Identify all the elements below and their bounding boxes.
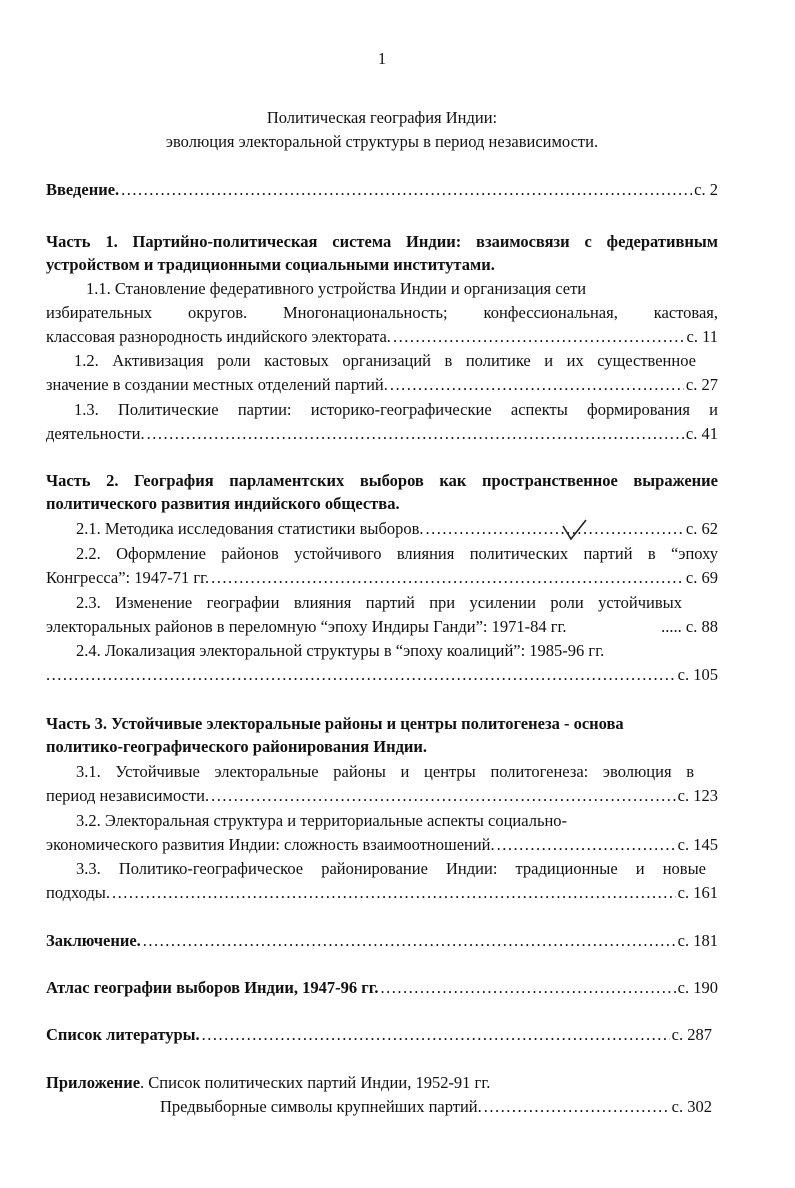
page-ref: с. 287: [671, 1025, 712, 1044]
page-ref: с. 181: [677, 931, 718, 950]
page-ref: ..... с. 88: [661, 617, 718, 636]
page-ref: с. 105: [677, 665, 718, 684]
toc-entry-2-1: 2.1. Методика исследования статистики выборов. ..... с. 62: [76, 518, 718, 540]
page-ref: с. 2: [694, 180, 718, 199]
page-ref: с. 161: [677, 883, 718, 902]
page-ref: с. 62: [685, 519, 718, 538]
page-ref: с. 69: [685, 568, 718, 587]
page-number: 1: [377, 49, 387, 68]
page-ref: с. 190: [677, 978, 718, 997]
toc-entry-atlas: Атлас географии выборов Индии, 1947-96 гг. ..... с. 190: [46, 977, 718, 999]
page-ref: с. 27: [685, 375, 718, 394]
toc-entry-conclusion: Заключение . ..... с. 181: [46, 930, 718, 952]
page-ref: с. 302: [671, 1097, 712, 1116]
page-ref: с. 145: [677, 835, 718, 854]
page-ref: с. 123: [677, 786, 718, 805]
toc-entry-references: Список литературы . ..... с. 287: [46, 1024, 712, 1046]
check-mark-icon: [560, 517, 590, 543]
document-title-line-1: Политическая география Индии:: [266, 108, 498, 127]
page-ref: с. 11: [686, 327, 718, 346]
toc-entry-introduction: [46, 179, 718, 201]
document-title-line-2: эволюция электоральной структуры в период независимости.: [165, 132, 599, 151]
entry-label-dot: .: [115, 180, 120, 199]
entry-label: Введение: [46, 180, 116, 199]
page-ref: с. 41: [685, 424, 718, 443]
